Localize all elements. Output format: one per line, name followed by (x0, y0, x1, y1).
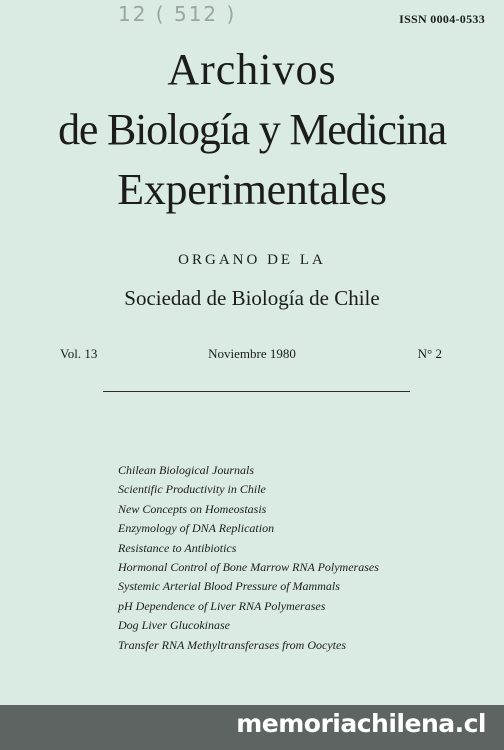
contents-item: Hormonal Control of Bone Marrow RNA Polymerases (118, 560, 379, 575)
memoriachilena-brand[interactable]: memoriachilena.cl (236, 709, 486, 738)
footer-bar (0, 705, 504, 750)
contents-item: Enzymology of DNA Replication (118, 521, 275, 536)
issue-date: Noviembre 1980 (208, 346, 296, 361)
contents-item: Resistance to Antibiotics (118, 540, 237, 555)
issue-number: N° 2 (417, 346, 442, 361)
divider-rule (103, 391, 410, 392)
contents-item: Chilean Biological Journals (118, 463, 254, 477)
journal-title-line-1: Archivos (167, 45, 337, 94)
contents-item: Systemic Arterial Blood Pressure of Mammals (118, 579, 340, 594)
journal-title-line-2: de Biología y Medicina (58, 105, 446, 154)
contents-item: Transfer RNA Methyltransferases from Oocytes (118, 637, 346, 652)
contents-item: Dog Liver Glucokinase (118, 618, 230, 633)
handwritten-shelf-mark: 12 ( 512 ) (118, 2, 237, 26)
volume-label: Vol. 13 (60, 346, 98, 361)
contents-item: New Concepts on Homeostasis (118, 501, 267, 516)
contents-list (118, 461, 379, 655)
issn-number: ISSN 0004-0533 (399, 12, 485, 26)
organo-label: ORGANO DE LA (178, 252, 326, 268)
journal-title-line-3: Experimentales (117, 165, 387, 214)
society-name: Sociedad de Biología de Chile (124, 286, 380, 310)
contents-item: pH Dependence of Liver RNA Polymerases (118, 598, 326, 613)
contents-item: Scientific Productivity in Chile (118, 482, 266, 497)
